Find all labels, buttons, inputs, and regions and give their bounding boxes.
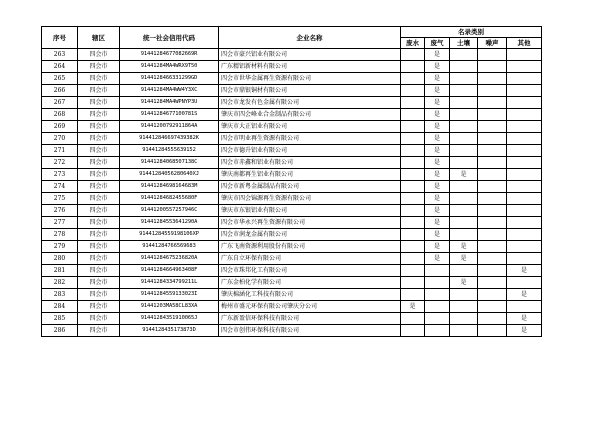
mark-soil bbox=[450, 265, 478, 277]
index-cell: 266 bbox=[42, 85, 78, 97]
table-row bbox=[42, 241, 542, 253]
mark-exhaust-gas: 是 bbox=[425, 181, 450, 193]
mark-exhaust-gas: 是 bbox=[425, 85, 450, 97]
mark-noise bbox=[478, 241, 507, 253]
index-cell: 267 bbox=[42, 97, 78, 109]
table-row bbox=[42, 73, 542, 85]
credit-code-cell: 91441284559198106XP bbox=[120, 229, 219, 241]
credit-code-cell: 91441200557257946C bbox=[120, 205, 219, 217]
company-name-cell: 广东新盈信环保科技有限公司 bbox=[219, 313, 401, 325]
index-cell: 274 bbox=[42, 181, 78, 193]
mark-exhaust-gas: 是 bbox=[425, 109, 450, 121]
district-cell: 四会市 bbox=[78, 325, 120, 337]
district-cell: 四会市 bbox=[78, 229, 120, 241]
mark-exhaust-gas bbox=[425, 301, 450, 313]
table-row bbox=[42, 325, 542, 337]
index-cell: 284 bbox=[42, 301, 78, 313]
mark-other bbox=[507, 229, 542, 241]
mark-other: 是 bbox=[507, 313, 542, 325]
mark-exhaust-gas bbox=[425, 265, 450, 277]
district-cell: 四会市 bbox=[78, 205, 120, 217]
mark-noise bbox=[478, 277, 507, 289]
table-row bbox=[42, 229, 542, 241]
mark-soil bbox=[450, 61, 478, 73]
mark-noise bbox=[478, 229, 507, 241]
index-cell: 278 bbox=[42, 229, 78, 241]
district-cell: 四会市 bbox=[78, 145, 120, 157]
index-cell: 273 bbox=[42, 169, 78, 181]
mark-exhaust-gas bbox=[425, 313, 450, 325]
district-cell: 四会市 bbox=[78, 265, 120, 277]
table-header bbox=[42, 27, 542, 49]
mark-soil bbox=[450, 301, 478, 313]
company-name-cell: 四会市鼎银铜材有限公司 bbox=[219, 85, 401, 97]
company-name-cell: 四会市新粤金属制品有限公司 bbox=[219, 181, 401, 193]
mark-wastewater bbox=[401, 253, 425, 265]
mark-other bbox=[507, 217, 542, 229]
mark-other: 是 bbox=[507, 289, 542, 301]
mark-wastewater bbox=[401, 241, 425, 253]
header-category-group: 名录类别 bbox=[401, 27, 542, 38]
company-name-cell: 肇庆市四会峰业合金制品有限公司 bbox=[219, 109, 401, 121]
mark-exhaust-gas: 是 bbox=[425, 193, 450, 205]
mark-other bbox=[507, 109, 542, 121]
district-cell: 四会市 bbox=[78, 193, 120, 205]
table-row bbox=[42, 193, 542, 205]
mark-exhaust-gas: 是 bbox=[425, 229, 450, 241]
company-name-cell: 四会市华永兴再生资源有限公司 bbox=[219, 217, 401, 229]
table-row bbox=[42, 133, 542, 145]
mark-soil bbox=[450, 205, 478, 217]
index-cell: 277 bbox=[42, 217, 78, 229]
mark-soil bbox=[450, 121, 478, 133]
credit-code-cell: 91441203MA58CL83XA bbox=[120, 301, 219, 313]
credit-code-cell: 91441200792911864A bbox=[120, 121, 219, 133]
mark-exhaust-gas: 是 bbox=[425, 61, 450, 73]
mark-soil bbox=[450, 229, 478, 241]
mark-wastewater bbox=[401, 205, 425, 217]
district-cell: 四会市 bbox=[78, 301, 120, 313]
mark-other bbox=[507, 169, 542, 181]
credit-code-cell: 91441284677082669R bbox=[120, 49, 219, 61]
credit-code-cell: 9144128435173873D bbox=[120, 325, 219, 337]
company-name-cell: 肇庆市四会锦源再生资源有限公司 bbox=[219, 193, 401, 205]
mark-wastewater bbox=[401, 265, 425, 277]
index-cell: 270 bbox=[42, 133, 78, 145]
mark-exhaust-gas: 是 bbox=[425, 169, 450, 181]
table-row bbox=[42, 301, 542, 313]
credit-code-cell: 91441284MA4WRX9T50 bbox=[120, 61, 219, 73]
mark-exhaust-gas: 是 bbox=[425, 97, 450, 109]
mark-other bbox=[507, 121, 542, 133]
table-row bbox=[42, 181, 542, 193]
mark-wastewater bbox=[401, 277, 425, 289]
company-name-cell: 肇庆市大正铝业有限公司 bbox=[219, 121, 401, 133]
mark-noise bbox=[478, 217, 507, 229]
table-row bbox=[42, 277, 542, 289]
company-name-cell: 四会市润龙金属有限公司 bbox=[219, 229, 401, 241]
table-row bbox=[42, 157, 542, 169]
company-name-cell: 肇庆市东银铝业有限公司 bbox=[219, 205, 401, 217]
table-row bbox=[42, 121, 542, 133]
credit-code-cell: 91441284675236820A bbox=[120, 253, 219, 265]
mark-noise bbox=[478, 121, 507, 133]
mark-exhaust-gas: 是 bbox=[425, 121, 450, 133]
mark-noise bbox=[478, 73, 507, 85]
header-district: 辖区 bbox=[78, 27, 120, 49]
index-cell: 275 bbox=[42, 193, 78, 205]
district-cell: 四会市 bbox=[78, 133, 120, 145]
credit-code-cell: 91441284559133023I bbox=[120, 289, 219, 301]
mark-soil bbox=[450, 49, 478, 61]
company-name-cell: 广东飞南资源利用股份有限公司 bbox=[219, 241, 401, 253]
mark-wastewater bbox=[401, 169, 425, 181]
table-row bbox=[42, 253, 542, 265]
mark-soil bbox=[450, 289, 478, 301]
mark-exhaust-gas bbox=[425, 277, 450, 289]
mark-soil: 是 bbox=[450, 253, 478, 265]
mark-exhaust-gas bbox=[425, 325, 450, 337]
mark-exhaust-gas: 是 bbox=[425, 73, 450, 85]
district-cell: 四会市 bbox=[78, 181, 120, 193]
mark-other bbox=[507, 181, 542, 193]
mark-soil bbox=[450, 325, 478, 337]
mark-other bbox=[507, 145, 542, 157]
company-name-cell: 四会市创伟环保科技有限公司 bbox=[219, 325, 401, 337]
district-cell: 四会市 bbox=[78, 85, 120, 97]
mark-wastewater bbox=[401, 121, 425, 133]
mark-noise bbox=[478, 253, 507, 265]
district-cell: 四会市 bbox=[78, 277, 120, 289]
mark-exhaust-gas: 是 bbox=[425, 49, 450, 61]
district-cell: 四会市 bbox=[78, 217, 120, 229]
company-name-cell: 四会市明业再生资源有限公司 bbox=[219, 133, 401, 145]
mark-wastewater bbox=[401, 109, 425, 121]
district-cell: 四会市 bbox=[78, 121, 120, 133]
company-name-cell: 四会市德升铝业有限公司 bbox=[219, 145, 401, 157]
district-cell: 四会市 bbox=[78, 109, 120, 121]
mark-exhaust-gas: 是 bbox=[425, 145, 450, 157]
mark-soil: 是 bbox=[450, 277, 478, 289]
district-cell: 四会市 bbox=[78, 61, 120, 73]
index-cell: 285 bbox=[42, 313, 78, 325]
mark-other bbox=[507, 97, 542, 109]
company-name-cell: 四会市龙发有色金属有限公司 bbox=[219, 97, 401, 109]
mark-wastewater bbox=[401, 313, 425, 325]
credit-code-cell: 91441284MA4WW4Y3XC bbox=[120, 85, 219, 97]
mark-noise bbox=[478, 157, 507, 169]
table-row bbox=[42, 289, 542, 301]
company-name-cell: 四会市世华金属再生资源有限公司 bbox=[219, 73, 401, 85]
mark-noise bbox=[478, 325, 507, 337]
mark-other bbox=[507, 253, 542, 265]
table-row bbox=[42, 61, 542, 73]
mark-wastewater bbox=[401, 193, 425, 205]
mark-soil bbox=[450, 157, 478, 169]
mark-noise bbox=[478, 85, 507, 97]
index-cell: 271 bbox=[42, 145, 78, 157]
mark-soil bbox=[450, 85, 478, 97]
mark-other bbox=[507, 61, 542, 73]
mark-soil bbox=[450, 313, 478, 325]
mark-noise bbox=[478, 313, 507, 325]
mark-soil: 是 bbox=[450, 241, 478, 253]
district-cell: 四会市 bbox=[78, 289, 120, 301]
mark-noise bbox=[478, 301, 507, 313]
index-cell: 272 bbox=[42, 157, 78, 169]
credit-code-cell: 91441284664963408F bbox=[120, 265, 219, 277]
credit-code-cell: 91441284555639152 bbox=[120, 145, 219, 157]
mark-noise bbox=[478, 109, 507, 121]
district-cell: 四会市 bbox=[78, 49, 120, 61]
credit-code-cell: 91441284068507138C bbox=[120, 157, 219, 169]
table-row bbox=[42, 217, 542, 229]
table-row bbox=[42, 109, 542, 121]
mark-exhaust-gas bbox=[425, 289, 450, 301]
table-row bbox=[42, 169, 542, 181]
header-company: 企业名称 bbox=[219, 27, 401, 49]
company-name-cell: 广东精铝新材料有限公司 bbox=[219, 61, 401, 73]
mark-soil bbox=[450, 97, 478, 109]
mark-other bbox=[507, 133, 542, 145]
table-row bbox=[42, 265, 542, 277]
index-cell: 282 bbox=[42, 277, 78, 289]
index-cell: 269 bbox=[42, 121, 78, 133]
company-name-cell: 梅州市盛元环保有限公司肇庆分公司 bbox=[219, 301, 401, 313]
mark-noise bbox=[478, 97, 507, 109]
mark-other bbox=[507, 193, 542, 205]
index-cell: 286 bbox=[42, 325, 78, 337]
mark-soil bbox=[450, 73, 478, 85]
district-cell: 四会市 bbox=[78, 253, 120, 265]
credit-code-cell: 91441284698164683M bbox=[120, 181, 219, 193]
enterprise-list-table bbox=[41, 26, 542, 337]
mark-soil: 是 bbox=[450, 169, 478, 181]
credit-code-cell: 91441284MA4WPNYP3U bbox=[120, 97, 219, 109]
mark-noise bbox=[478, 145, 507, 157]
mark-noise bbox=[478, 181, 507, 193]
mark-noise bbox=[478, 289, 507, 301]
mark-other bbox=[507, 277, 542, 289]
credit-code-cell: 91441284351910065J bbox=[120, 313, 219, 325]
mark-wastewater bbox=[401, 181, 425, 193]
mark-soil bbox=[450, 133, 478, 145]
company-name-cell: 四会市赤鑫和铝业有限公司 bbox=[219, 157, 401, 169]
header-noise: 噪声 bbox=[478, 38, 507, 49]
company-name-cell: 四会市豪兴铝业有限公司 bbox=[219, 49, 401, 61]
mark-noise bbox=[478, 265, 507, 277]
header-other: 其他 bbox=[507, 38, 542, 49]
mark-other: 是 bbox=[507, 265, 542, 277]
mark-wastewater bbox=[401, 73, 425, 85]
index-cell: 264 bbox=[42, 61, 78, 73]
mark-exhaust-gas: 是 bbox=[425, 241, 450, 253]
mark-wastewater bbox=[401, 157, 425, 169]
table-row bbox=[42, 313, 542, 325]
mark-wastewater bbox=[401, 325, 425, 337]
table-body bbox=[42, 49, 542, 337]
table-row bbox=[42, 85, 542, 97]
mark-other bbox=[507, 205, 542, 217]
credit-code-cell: 91441284677100781S bbox=[120, 109, 219, 121]
credit-code-cell: 9144128466331299GD bbox=[120, 73, 219, 85]
table-row bbox=[42, 205, 542, 217]
mark-noise bbox=[478, 49, 507, 61]
mark-wastewater bbox=[401, 145, 425, 157]
mark-exhaust-gas: 是 bbox=[425, 253, 450, 265]
header-soil: 土壤 bbox=[450, 38, 478, 49]
mark-noise bbox=[478, 61, 507, 73]
table-row bbox=[42, 145, 542, 157]
credit-code-cell: 91441284682455680F bbox=[120, 193, 219, 205]
mark-noise bbox=[478, 169, 507, 181]
district-cell: 四会市 bbox=[78, 313, 120, 325]
mark-other bbox=[507, 73, 542, 85]
mark-wastewater bbox=[401, 49, 425, 61]
mark-wastewater: 是 bbox=[401, 301, 425, 313]
mark-other bbox=[507, 49, 542, 61]
table-row bbox=[42, 97, 542, 109]
mark-soil bbox=[450, 193, 478, 205]
header-credit-code: 统一社会信用代码 bbox=[120, 27, 219, 49]
credit-code-cell: 91441284553641290A bbox=[120, 217, 219, 229]
company-name-cell: 肇庆棉涵化工科技有限公司 bbox=[219, 289, 401, 301]
index-cell: 281 bbox=[42, 265, 78, 277]
credit-code-cell: 91441284334799211L bbox=[120, 277, 219, 289]
header-wastewater: 废水 bbox=[401, 38, 425, 49]
index-cell: 268 bbox=[42, 109, 78, 121]
district-cell: 四会市 bbox=[78, 157, 120, 169]
mark-wastewater bbox=[401, 97, 425, 109]
credit-code-cell: 91441284056280640XJ bbox=[120, 169, 219, 181]
mark-noise bbox=[478, 133, 507, 145]
mark-wastewater bbox=[401, 85, 425, 97]
mark-wastewater bbox=[401, 61, 425, 73]
mark-other bbox=[507, 157, 542, 169]
credit-code-cell: 91441284766569683 bbox=[120, 241, 219, 253]
mark-exhaust-gas: 是 bbox=[425, 217, 450, 229]
district-cell: 四会市 bbox=[78, 241, 120, 253]
header-index: 序号 bbox=[42, 27, 78, 49]
index-cell: 280 bbox=[42, 253, 78, 265]
mark-soil bbox=[450, 145, 478, 157]
mark-soil bbox=[450, 217, 478, 229]
table-row bbox=[42, 49, 542, 61]
mark-wastewater bbox=[401, 229, 425, 241]
mark-soil bbox=[450, 109, 478, 121]
mark-wastewater bbox=[401, 133, 425, 145]
index-cell: 276 bbox=[42, 205, 78, 217]
mark-other: 是 bbox=[507, 325, 542, 337]
mark-other bbox=[507, 241, 542, 253]
district-cell: 四会市 bbox=[78, 97, 120, 109]
mark-wastewater bbox=[401, 289, 425, 301]
mark-other bbox=[507, 301, 542, 313]
mark-exhaust-gas: 是 bbox=[425, 205, 450, 217]
company-name-cell: 广东金柏化学有限公司 bbox=[219, 277, 401, 289]
header-exhaust-gas: 废气 bbox=[425, 38, 450, 49]
mark-other bbox=[507, 85, 542, 97]
mark-wastewater bbox=[401, 217, 425, 229]
credit-code-cell: 914412846697439382K bbox=[120, 133, 219, 145]
mark-exhaust-gas: 是 bbox=[425, 157, 450, 169]
mark-soil bbox=[450, 181, 478, 193]
company-name-cell: 四会市珠邦化工有限公司 bbox=[219, 265, 401, 277]
index-cell: 265 bbox=[42, 73, 78, 85]
district-cell: 四会市 bbox=[78, 73, 120, 85]
mark-noise bbox=[478, 205, 507, 217]
company-name-cell: 肇庆南都再生铝业有限公司 bbox=[219, 169, 401, 181]
mark-exhaust-gas: 是 bbox=[425, 133, 450, 145]
mark-noise bbox=[478, 193, 507, 205]
company-name-cell: 广东自立环保有限公司 bbox=[219, 253, 401, 265]
index-cell: 283 bbox=[42, 289, 78, 301]
index-cell: 279 bbox=[42, 241, 78, 253]
index-cell: 263 bbox=[42, 49, 78, 61]
district-cell: 四会市 bbox=[78, 169, 120, 181]
